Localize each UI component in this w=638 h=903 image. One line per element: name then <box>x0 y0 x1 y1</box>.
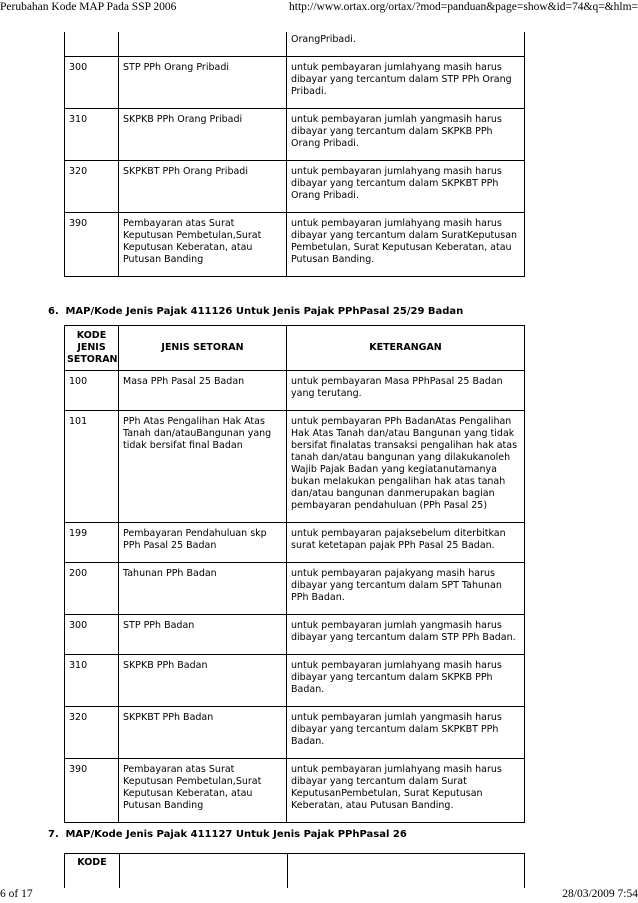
table-map-411127-top <box>64 853 525 888</box>
jenis-cell: PPh Atas Pengalihan Hak Atas Tanah dan/atauBangunan yang tidak bersifat final Badan <box>119 411 287 523</box>
table-row <box>65 411 525 523</box>
section-number: 7. <box>48 829 59 840</box>
keterangan-cell: untuk pembayaran jumlah yangmasih harus dibayar yang tercantum dalam STP PPh Badan. <box>287 615 525 655</box>
table-row <box>65 161 525 213</box>
keterangan-cell: untuk pembayaran pajaksebelum diterbitkan surat ketetapan pajak PPh Pasal 25 Badan. <box>287 523 525 563</box>
column-divider <box>287 854 288 888</box>
column-divider <box>119 854 120 888</box>
keterangan-cell: untuk pembayaran pajakyang masih harus dibayar yang tercantum dalam SPT Tahunan PPh Badan. <box>287 563 525 615</box>
kode-cell: 101 <box>65 411 119 523</box>
section-title: MAP/Kode Jenis Pajak 411126 Untuk Jenis Pajak PPhPasal 25/29 Badan <box>65 306 464 317</box>
jenis-cell: STP PPh Badan <box>119 615 287 655</box>
jenis-cell: Pembayaran atas Surat Keputusan Pembetulan,Surat Keputusan Keberatan, atau Putusan Banding <box>119 759 287 823</box>
table-row <box>65 213 525 277</box>
header-keterangan: KETERANGAN <box>287 326 525 371</box>
table-row <box>65 109 525 161</box>
keterangan-cell: untuk pembayaran jumlah yangmasih harus dibayar yang tercantum dalam SKPKB PPh Orang Pribadi. <box>287 109 525 161</box>
table-header-row <box>65 326 525 371</box>
jenis-cell: SKPKB PPh Orang Pribadi <box>119 109 287 161</box>
keterangan-cell: untuk pembayaran jumlahyang masih harus dibayar yang tercantum dalam Surat KeputusanPembetulan, Surat Keputusan Keberatan, atau Putusan Banding. <box>287 759 525 823</box>
keterangan-cell: untuk pembayaran jumlahyang masih harus dibayar yang tercantum dalam SKPKB PPh Badan. <box>287 655 525 707</box>
kode-cell: 320 <box>65 707 119 759</box>
jenis-cell: SKPKBT PPh Badan <box>119 707 287 759</box>
kode-cell: 320 <box>65 161 119 213</box>
table-row <box>65 759 525 823</box>
keterangan-cell: untuk pembayaran PPh BadanAtas Pengalihan Hak Atas Tanah dan/atau Bangunan yang tidak bersifat finalatas transaksi pengalihan hak atas tanah dan/atau bangunan yang dilakukanoleh Wajib Pajak Badan yang kegiatanutamanya bukan melakukan pengalihan hak atas tanah dan/atau bangunan danmerupakan bagian pembayaran pendahuluan (PPh Pasal 25) <box>287 411 525 523</box>
section-number: 6. <box>48 306 59 317</box>
table-body <box>65 371 525 823</box>
section-6-heading <box>48 306 463 317</box>
kode-cell: 199 <box>65 523 119 563</box>
document-title: Perubahan Kode MAP Pada SSP 2006 <box>0 1 177 13</box>
keterangan-cell: untuk pembayaran jumlahyang masih harus dibayar yang tercantum dalam SKPKBT PPh Orang Pribadi. <box>287 161 525 213</box>
jenis-cell: STP PPh Orang Pribadi <box>119 57 287 109</box>
jenis-cell: SKPKBT PPh Orang Pribadi <box>119 161 287 213</box>
jenis-cell: SKPKB PPh Badan <box>119 655 287 707</box>
page-url[interactable]: http://www.ortax.org/ortax/?mod=panduan&page=show&id=74&q=&hlm= <box>289 1 638 13</box>
table-map-411125-continued <box>64 32 525 277</box>
keterangan-cell: OrangPribadi. <box>287 32 525 57</box>
table-map-411126 <box>64 325 525 823</box>
table-row <box>65 563 525 615</box>
kode-cell <box>65 32 119 57</box>
header-jenis-setoran: JENIS SETORAN <box>119 326 287 371</box>
jenis-cell: Pembayaran atas Surat Keputusan Pembetulan,Surat Keputusan Keberatan, atau Putusan Banding <box>119 213 287 277</box>
kode-cell: 310 <box>65 109 119 161</box>
page-number: 6 of 17 <box>0 888 33 900</box>
header-kode: KODE <box>77 857 107 868</box>
table-row <box>65 655 525 707</box>
page-footer <box>0 887 638 903</box>
print-timestamp: 28/03/2009 7:54 <box>562 888 638 900</box>
table-row <box>65 707 525 759</box>
keterangan-cell: untuk pembayaran jumlahyang masih harus dibayar yang tercantum dalam SuratKeputusan Pembetulan, Surat Keputusan Keberatan, atau Putusan Banding. <box>287 213 525 277</box>
keterangan-cell: untuk pembayaran Masa PPhPasal 25 Badan yang terutang. <box>287 371 525 411</box>
kode-cell: 200 <box>65 563 119 615</box>
table-row-continued <box>65 32 525 57</box>
kode-cell: 310 <box>65 655 119 707</box>
jenis-cell: Tahunan PPh Badan <box>119 563 287 615</box>
jenis-cell: Masa PPh Pasal 25 Badan <box>119 371 287 411</box>
kode-cell: 300 <box>65 615 119 655</box>
keterangan-cell: untuk pembayaran jumlah yangmasih harus dibayar yang tercantum dalam SKPKBT PPh Badan. <box>287 707 525 759</box>
jenis-cell: Pembayaran Pendahuluan skp PPh Pasal 25 Badan <box>119 523 287 563</box>
section-7-heading <box>48 829 407 840</box>
jenis-cell <box>119 32 287 57</box>
kode-cell: 100 <box>65 371 119 411</box>
section-title: MAP/Kode Jenis Pajak 411127 Untuk Jenis Pajak PPhPasal 26 <box>65 829 407 840</box>
kode-cell: 390 <box>65 213 119 277</box>
column-divider <box>524 854 525 888</box>
kode-cell: 300 <box>65 57 119 109</box>
header-kode-jenis-setoran: KODE JENIS SETORAN <box>65 326 119 371</box>
table-row <box>65 57 525 109</box>
keterangan-cell: untuk pembayaran jumlahyang masih harus dibayar yang tercantum dalam STP PPh Orang Pribadi. <box>287 57 525 109</box>
table-row <box>65 371 525 411</box>
table-row <box>65 615 525 655</box>
table-body <box>65 32 525 277</box>
kode-cell: 390 <box>65 759 119 823</box>
page-header <box>0 0 638 16</box>
table-row <box>65 523 525 563</box>
